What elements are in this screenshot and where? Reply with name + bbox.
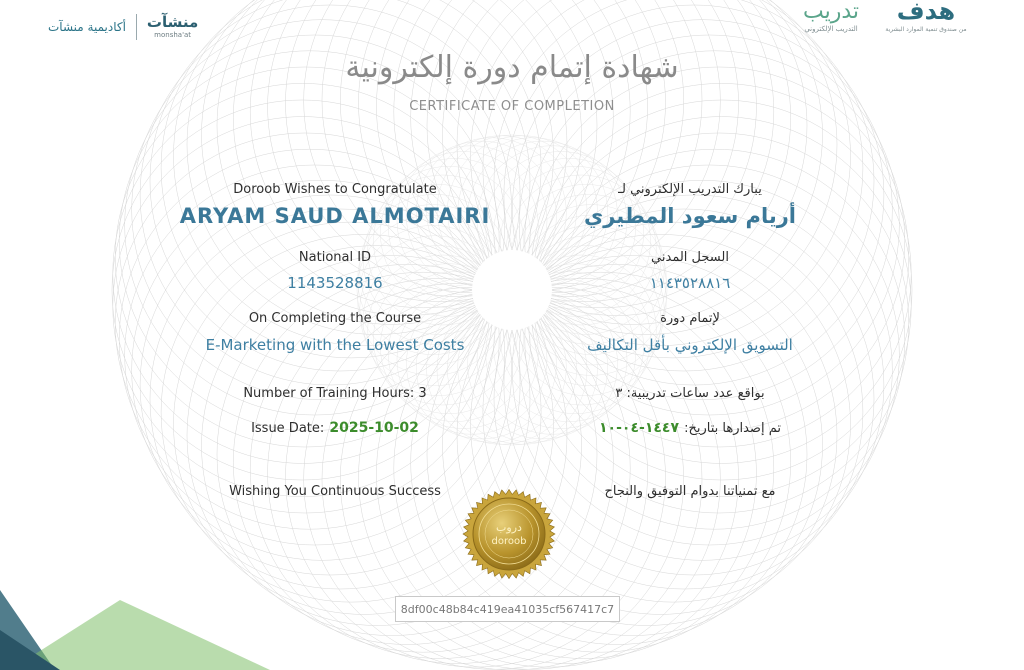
national-id-label-ar: السجل المدني: [651, 250, 729, 265]
issue-date-row-en: [170, 417, 500, 436]
issue-date-label-en: Issue Date:: [251, 421, 325, 436]
monshaat-brand: [146, 12, 199, 40]
monshaat-logo: [48, 12, 198, 42]
national-id-label-en: National ID: [298, 250, 372, 265]
course-name-ar: التسويق الإلكتروني بأقل التكاليف: [587, 336, 793, 354]
certificate-title-en: CERTIFICATE OF COMPLETION: [409, 99, 615, 114]
national-id-value-ar: ١١٤٣٥٢٨٨١٦: [649, 274, 731, 292]
wish-text-en: Wishing You Continuous Success: [229, 484, 441, 499]
logo-divider: [136, 14, 137, 40]
tadreeb-title: تدريب: [802, 0, 860, 24]
congratulate-label-ar: يبارك التدريب الإلكتروني لـ: [618, 182, 762, 197]
corner-decoration: [0, 550, 280, 670]
congratulate-label-en: Doroob Wishes to Congratulate: [233, 182, 437, 197]
verification-hash: 8df00c48b84c419ea41035cf567417c7: [395, 596, 620, 622]
national-id-value-en: 1143528816: [287, 274, 383, 292]
seal-icon: [460, 487, 558, 581]
monshaat-brand-ar: منشآت: [146, 12, 199, 31]
monshaat-brand-latin: monsha'at: [154, 30, 192, 39]
training-hours-en: Number of Training Hours: 3: [243, 386, 427, 401]
hadaf-title: هدف: [896, 0, 956, 25]
issue-date-row-ar: [520, 417, 860, 436]
issue-date-label-ar: تم إصدارها بتاريخ:: [684, 421, 781, 436]
certificate-title-ar: شهادة إتمام دورة إلكترونية: [345, 50, 679, 85]
wish-text-ar: مع تمنياتنا بدوام التوفيق والنجاح: [604, 484, 776, 499]
course-name-en: E-Marketing with the Lowest Costs: [205, 336, 465, 354]
seal-text-en: doroob: [491, 536, 527, 547]
tadreeb-subtitle: التدريب الإلكتروني: [804, 25, 858, 33]
hadaf-subtitle: من صندوق تنمية الموارد البشرية: [885, 26, 967, 33]
seal-text-ar: دروب: [496, 521, 522, 534]
issue-date-value-ar: ١٤٤٧-٠٤-١٠: [599, 420, 679, 436]
monshaat-academy-label: أكاديمية منشآت: [48, 20, 126, 34]
course-label-ar: لإتمام دورة: [660, 311, 720, 326]
recipient-name-ar: أريام سعود المطيري: [583, 204, 797, 228]
hadaf-logo: [876, 0, 976, 33]
course-label-en: On Completing the Course: [248, 311, 422, 326]
issue-date-value-en: 2025-10-02: [329, 420, 419, 436]
doroob-seal: [460, 487, 558, 581]
training-hours-ar: بواقع عدد ساعات تدريبية: ٣: [615, 386, 765, 401]
recipient-name-en: ARYAM SAUD ALMOTAIRI: [179, 204, 491, 228]
tadreeb-logo: [796, 0, 866, 33]
